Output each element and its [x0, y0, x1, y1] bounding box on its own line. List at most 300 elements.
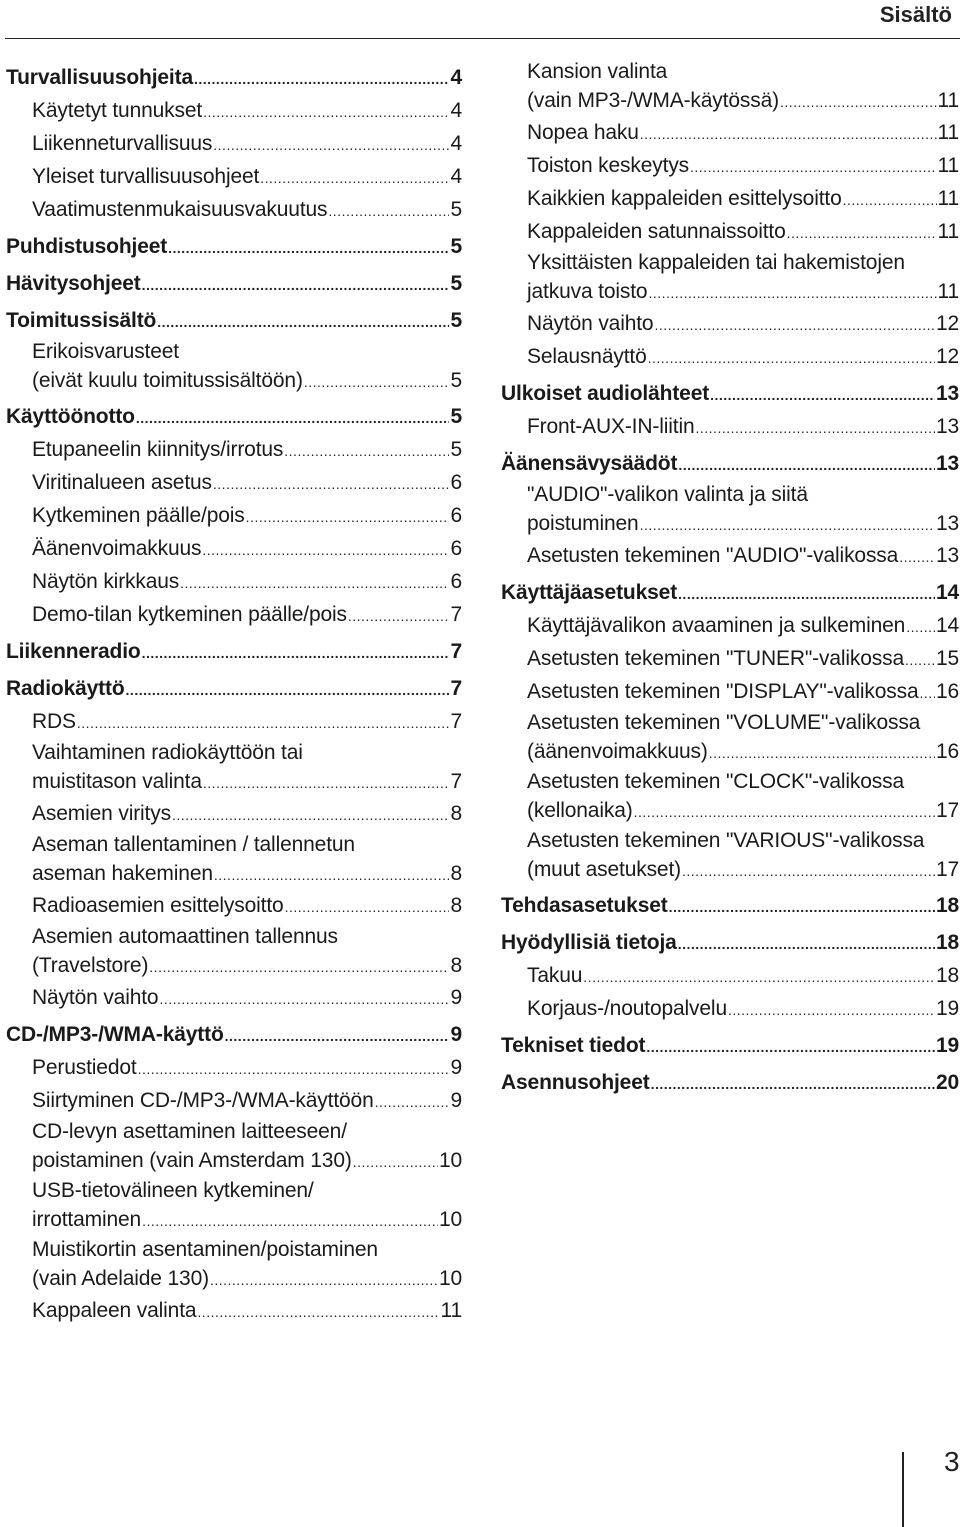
- toc-entry-title: (vain Adelaide 130): [32, 1267, 209, 1290]
- toc-entry-page: 5: [450, 309, 462, 332]
- toc-entry-title: Puhdistusohjeet: [6, 235, 168, 258]
- toc-entry[interactable]: [501, 1067, 959, 1100]
- toc-entry-page: 8: [450, 862, 462, 885]
- dot-leader: [260, 161, 449, 194]
- toc-section: [6, 305, 462, 338]
- toc-section: [6, 231, 462, 264]
- dot-leader: [203, 95, 449, 128]
- toc-entry-page: 18: [935, 931, 959, 954]
- dot-leader: [678, 448, 935, 481]
- dot-leader: [651, 1067, 935, 1100]
- toc-entry-page: 11: [440, 1299, 462, 1322]
- toc-subsection: [501, 768, 959, 827]
- toc-subsection: [6, 706, 462, 739]
- toc-entry[interactable]: [6, 1264, 462, 1295]
- dot-leader: [202, 533, 449, 566]
- dot-leader: [906, 610, 935, 643]
- toc-entry[interactable]: [501, 378, 959, 411]
- toc-entry-title: Perustiedot: [32, 1056, 137, 1079]
- toc-entry-title: Äänenvoimakkuus: [32, 537, 202, 560]
- dot-leader: [787, 216, 937, 249]
- toc-subsection: [6, 890, 462, 923]
- toc-entry-title: (Travelstore): [32, 954, 149, 977]
- toc-entry-title: Hävitysohjeet: [6, 272, 141, 295]
- dot-leader: [126, 673, 450, 706]
- toc-entry-page: 19: [935, 997, 959, 1020]
- toc-section: [6, 401, 462, 434]
- header-divider: [5, 38, 960, 39]
- toc-entry-title: aseman hakeminen: [32, 862, 213, 885]
- toc-entry[interactable]: [501, 960, 959, 993]
- toc-entry[interactable]: [6, 268, 462, 301]
- toc-subsection: [6, 194, 462, 227]
- toc-entry-title: (kellonaika): [527, 799, 633, 822]
- dot-leader: [682, 855, 935, 886]
- toc-entry-page: 5: [450, 235, 462, 258]
- page-header-title: Sisältö: [879, 2, 952, 27]
- toc-entry[interactable]: [501, 1030, 959, 1063]
- toc-entry-title: Ulkoiset audiolähteet: [501, 382, 710, 405]
- toc-entry-title: Siirtyminen CD-/MP3-/WMA-käyttöön: [32, 1089, 374, 1112]
- toc-entry-page: 6: [450, 570, 462, 593]
- dot-leader: [648, 277, 936, 308]
- dot-leader: [328, 194, 449, 227]
- toc-section: [501, 1067, 959, 1100]
- dot-leader: [214, 859, 450, 890]
- toc-entry-page: 5: [450, 438, 462, 461]
- toc-entry-title-line: Yksittäisten kappaleiden tai hakemistojen: [527, 251, 905, 274]
- toc-entry[interactable]: [501, 643, 959, 676]
- toc-entry-page: 5: [450, 369, 462, 392]
- toc-entry-page: 9: [450, 1089, 462, 1112]
- toc-subsection: [6, 1295, 462, 1328]
- dot-leader: [353, 1146, 438, 1177]
- toc-entry[interactable]: [6, 194, 462, 227]
- toc-entry[interactable]: [6, 366, 462, 397]
- toc-entry[interactable]: [6, 859, 462, 890]
- dot-leader: [640, 117, 937, 150]
- toc-entry-title: Yleiset turvallisuusohjeet: [32, 165, 260, 188]
- toc-entry-title: Käyttäjäasetukset: [501, 581, 678, 604]
- toc-entry-title: Demo-tilan kytkeminen päälle/pois: [32, 603, 347, 626]
- toc-entry[interactable]: [6, 798, 462, 831]
- toc-subsection: [501, 481, 959, 540]
- toc-entry-page: 8: [450, 894, 462, 917]
- dot-leader: [77, 706, 450, 739]
- toc-subsection: [6, 128, 462, 161]
- toc-section: [501, 1030, 959, 1063]
- toc-entry-title: Käyttäjävalikon avaaminen ja sulkeminen: [527, 614, 906, 637]
- toc-entry-title: (äänenvoimakkuus): [527, 740, 708, 763]
- toc-entry-title: Liikenneradio: [6, 640, 141, 663]
- toc-left-column: [6, 58, 462, 1328]
- toc-subsection: [6, 982, 462, 1015]
- toc-entry[interactable]: [501, 610, 959, 643]
- toc-entry-title: Vaatimustenmukaisuusvakuutus: [32, 198, 328, 221]
- toc-entry-title: jatkuva toisto: [527, 280, 648, 303]
- toc-entry-page: 5: [450, 405, 462, 428]
- toc-entry-title-line: Asemien automaattinen tallennus: [32, 925, 338, 948]
- toc-entry-page: 18: [935, 894, 959, 917]
- dot-leader: [203, 767, 450, 798]
- toc-entry-title: Näytön vaihto: [32, 986, 159, 1009]
- toc-entry[interactable]: [6, 673, 462, 706]
- page-number: 3: [944, 1446, 960, 1477]
- toc-entry-page: 17: [935, 858, 959, 881]
- toc-subsection: [6, 798, 462, 831]
- toc-entry[interactable]: [6, 1052, 462, 1085]
- dot-leader: [172, 798, 450, 831]
- dot-leader: [180, 566, 449, 599]
- dot-leader: [709, 737, 935, 768]
- toc-entry-page: 16: [935, 680, 959, 703]
- toc-entry-title-line: Vaihtaminen radiokäyttöön tai: [32, 741, 303, 764]
- toc-entry-page: 18: [935, 964, 959, 987]
- toc-subsection: [501, 960, 959, 993]
- toc-subsection: [501, 643, 959, 676]
- toc-entry[interactable]: [501, 216, 959, 249]
- toc-entry[interactable]: [6, 305, 462, 338]
- toc-entry-title: (eivät kuulu toimitussisältöön): [32, 369, 303, 392]
- toc-entry-title: Kappaleen valinta: [32, 1299, 197, 1322]
- toc-entry[interactable]: [501, 796, 959, 827]
- toc-entry-title: Radiokäyttö: [6, 677, 125, 700]
- toc-entry-title: Turvallisuusohjeita: [6, 66, 193, 89]
- dot-leader: [197, 1295, 439, 1328]
- dot-leader: [348, 599, 450, 632]
- toc-entry-page: 6: [450, 504, 462, 527]
- toc-subsection: [6, 1177, 462, 1236]
- toc-subsection: [6, 831, 462, 890]
- dot-leader: [920, 676, 935, 709]
- toc-subsection: [501, 993, 959, 1026]
- toc-section: [6, 673, 462, 706]
- toc-entry-title: Asemien viritys: [32, 802, 171, 825]
- toc-entry-page: 8: [450, 954, 462, 977]
- toc-entry[interactable]: [501, 117, 959, 150]
- toc-entry-title: Toiston keskeytys: [527, 154, 690, 177]
- dot-leader: [142, 268, 450, 301]
- toc-entry-title: Front-AUX-IN-liitin: [527, 415, 695, 438]
- toc-entry-title-line: Asetusten tekeminen "VOLUME"-valikossa: [527, 711, 921, 734]
- toc-entry-page: 11: [937, 121, 959, 144]
- toc-entry-page: 7: [450, 677, 462, 700]
- toc-subsection: [501, 411, 959, 444]
- toc-entry-page: 13: [935, 415, 959, 438]
- toc-entry[interactable]: [501, 150, 959, 183]
- toc-entry-page: 13: [935, 452, 959, 475]
- toc-entry[interactable]: [501, 448, 959, 481]
- dot-leader: [640, 509, 935, 540]
- dot-leader: [157, 305, 449, 338]
- toc-entry[interactable]: [6, 533, 462, 566]
- dot-leader: [899, 540, 935, 573]
- toc-section: [501, 378, 959, 411]
- toc-entry[interactable]: [6, 1146, 462, 1177]
- toc-entry[interactable]: [501, 993, 959, 1026]
- toc-entry-page: 20: [935, 1071, 959, 1094]
- toc-entry-page: 9: [450, 1056, 462, 1079]
- dot-leader: [728, 993, 935, 1026]
- dot-leader: [138, 1052, 450, 1085]
- toc-entry-page: 15: [935, 647, 959, 670]
- toc-entry-page: 17: [935, 799, 959, 822]
- toc-entry-page: 13: [935, 544, 959, 567]
- dot-leader: [646, 1030, 935, 1063]
- dot-leader: [159, 982, 449, 1015]
- toc-subsection: [501, 58, 959, 117]
- toc-entry-title: Tehdasasetukset: [501, 894, 668, 917]
- toc-entry-title-line: USB-tietovälineen kytkeminen/: [32, 1179, 314, 1202]
- page-number-divider: [902, 1452, 904, 1527]
- toc-section: [501, 448, 959, 481]
- toc-entry-title: Korjaus-/noutopalvelu: [527, 997, 727, 1020]
- toc-section: [501, 577, 959, 610]
- toc-entry-title: Kaikkien kappaleiden esittelysoitto: [527, 187, 842, 210]
- dot-leader: [194, 62, 449, 95]
- toc-entry-page: 12: [935, 345, 959, 368]
- toc-entry-page: 12: [935, 312, 959, 335]
- toc-entry-title: irrottaminen: [32, 1208, 142, 1231]
- toc-entry[interactable]: [501, 308, 959, 341]
- toc-entry-title: poistuminen: [527, 512, 639, 535]
- toc-section: [6, 268, 462, 301]
- toc-subsection: [6, 467, 462, 500]
- toc-entry-page: 4: [450, 99, 462, 122]
- toc-subsection: [501, 610, 959, 643]
- toc-entry[interactable]: [6, 599, 462, 632]
- toc-entry-title-line: Aseman tallentaminen / tallennetun: [32, 833, 355, 856]
- toc-subsection: [6, 739, 462, 798]
- toc-subsection: [6, 1085, 462, 1118]
- toc-entry-page: 4: [450, 66, 462, 89]
- toc-entry-title: CD-/MP3-/WMA-käyttö: [6, 1023, 224, 1046]
- toc-entry-page: 4: [450, 165, 462, 188]
- toc-entry-page: 7: [450, 710, 462, 733]
- dot-leader: [246, 500, 450, 533]
- toc-entry-page: 5: [450, 198, 462, 221]
- toc-entry-page: 13: [935, 382, 959, 405]
- toc-subsection: [501, 249, 959, 308]
- toc-subsection: [501, 341, 959, 374]
- toc-entry[interactable]: [6, 1205, 462, 1236]
- toc-entry-title-line: Asetusten tekeminen "CLOCK"-valikossa: [527, 770, 905, 793]
- toc-entry[interactable]: [501, 676, 959, 709]
- dot-leader: [696, 411, 935, 444]
- toc-entry[interactable]: [6, 890, 462, 923]
- dot-leader: [690, 150, 936, 183]
- toc-entry[interactable]: [501, 540, 959, 573]
- toc-section: [501, 890, 959, 923]
- toc-entry-title: (vain MP3-/WMA-käytössä): [527, 89, 779, 112]
- toc-entry-page: 4: [450, 132, 462, 155]
- dot-leader: [284, 434, 449, 467]
- toc-subsection: [501, 540, 959, 573]
- toc-entry[interactable]: [6, 566, 462, 599]
- dot-leader: [213, 467, 450, 500]
- dot-leader: [843, 183, 937, 216]
- toc-entry[interactable]: [501, 890, 959, 923]
- toc-entry-page: 6: [450, 471, 462, 494]
- dot-leader: [304, 366, 450, 397]
- toc-entry-title: Radioasemien esittelysoitto: [32, 894, 284, 917]
- toc-entry-page: 13: [935, 512, 959, 535]
- toc-section: [501, 927, 959, 960]
- toc-entry-page: 11: [937, 187, 959, 210]
- dot-leader: [149, 951, 449, 982]
- toc-subsection: [6, 533, 462, 566]
- toc-entry-title-line: Asetusten tekeminen "VARIOUS"-valikossa: [527, 829, 925, 852]
- dot-leader: [634, 796, 935, 827]
- dot-leader: [654, 308, 934, 341]
- toc-subsection: [6, 161, 462, 194]
- toc-entry-title: poistaminen (vain Amsterdam 130): [32, 1149, 352, 1172]
- dot-leader: [678, 927, 935, 960]
- toc-entry-title-line: CD-levyn asettaminen laitteeseen/: [32, 1120, 347, 1143]
- toc-entry-page: 11: [937, 154, 959, 177]
- toc-subsection: [6, 338, 462, 397]
- toc-subsection: [6, 1052, 462, 1085]
- toc-entry-page: 10: [438, 1267, 462, 1290]
- toc-entry-title: Etupaneelin kiinnitys/irrotus: [32, 438, 284, 461]
- toc-entry-title-line: Erikoisvarusteet: [32, 340, 179, 363]
- toc-entry-page: 19: [935, 1034, 959, 1057]
- toc-subsection: [501, 827, 959, 886]
- dot-leader: [669, 890, 935, 923]
- dot-leader: [648, 341, 935, 374]
- toc-entry-page: 7: [450, 770, 462, 793]
- toc-entry-page: 14: [935, 581, 959, 604]
- toc-entry-page: 6: [450, 537, 462, 560]
- toc-subsection: [501, 183, 959, 216]
- toc-entry-page: 16: [935, 740, 959, 763]
- toc-entry[interactable]: [6, 951, 462, 982]
- toc-entry[interactable]: [501, 183, 959, 216]
- toc-entry-title: Takuu: [527, 964, 583, 987]
- toc-subsection: [6, 923, 462, 982]
- toc-entry-page: 8: [450, 802, 462, 825]
- toc-entry-title: muistitason valinta: [32, 770, 202, 793]
- dot-leader: [168, 231, 449, 264]
- dot-leader: [780, 86, 937, 117]
- toc-entry[interactable]: [6, 982, 462, 1015]
- toc-entry-title: Asetusten tekeminen "AUDIO"-valikossa: [527, 544, 899, 567]
- toc-entry-page: 7: [450, 640, 462, 663]
- toc-entry-title: Nopea haku: [527, 121, 639, 144]
- toc-entry[interactable]: [501, 86, 959, 117]
- dot-leader: [142, 636, 450, 669]
- toc-entry-page: 14: [935, 614, 959, 637]
- toc-entry[interactable]: [501, 577, 959, 610]
- toc-entry-title: Käytetyt tunnukset: [32, 99, 203, 122]
- toc-entry-title: Kappaleiden satunnaissoitto: [527, 220, 786, 243]
- dot-leader: [225, 1019, 450, 1052]
- toc-subsection: [6, 500, 462, 533]
- toc-subsection: [6, 599, 462, 632]
- toc-entry-title: Tekniset tiedot: [501, 1034, 646, 1057]
- toc-entry[interactable]: [6, 500, 462, 533]
- dot-leader: [136, 401, 450, 434]
- toc-entry[interactable]: [501, 855, 959, 886]
- toc-entry-title: Näytön kirkkaus: [32, 570, 180, 593]
- toc-entry-page: 7: [450, 603, 462, 626]
- toc-section: [6, 62, 462, 95]
- dot-leader: [710, 378, 935, 411]
- toc-subsection: [501, 150, 959, 183]
- toc-section: [6, 636, 462, 669]
- toc-entry-title: Selausnäyttö: [527, 345, 647, 368]
- toc-subsection: [501, 216, 959, 249]
- toc-entry-page: 9: [450, 986, 462, 1009]
- toc-entry-page: 10: [438, 1208, 462, 1231]
- toc-entry[interactable]: [501, 411, 959, 444]
- toc-entry-title: Asetusten tekeminen "DISPLAY"-valikossa: [527, 680, 919, 703]
- toc-entry[interactable]: [6, 231, 462, 264]
- toc-entry-title: Näytön vaihto: [527, 312, 654, 335]
- toc-entry[interactable]: [6, 401, 462, 434]
- toc-entry-title: (muut asetukset): [527, 858, 681, 881]
- toc-entry[interactable]: [6, 128, 462, 161]
- toc-right-column: [501, 58, 959, 1100]
- toc-entry-title: Toimitussisältö: [6, 309, 157, 332]
- toc-subsection: [501, 709, 959, 768]
- dot-leader: [210, 1264, 438, 1295]
- toc-entry-title: Liikenneturvallisuus: [32, 132, 213, 155]
- dot-leader: [285, 890, 450, 923]
- toc-entry[interactable]: [6, 767, 462, 798]
- dot-leader: [905, 643, 935, 676]
- toc-entry-page: 10: [438, 1149, 462, 1172]
- toc-entry[interactable]: [6, 1295, 462, 1328]
- toc-entry[interactable]: [501, 927, 959, 960]
- toc-subsection: [501, 676, 959, 709]
- toc-subsection: [6, 1236, 462, 1295]
- toc-entry-page: 11: [937, 89, 959, 112]
- toc-entry-title: Äänensävysäädöt: [501, 452, 678, 475]
- toc-entry[interactable]: [501, 341, 959, 374]
- toc-subsection: [6, 1118, 462, 1177]
- toc-subsection: [6, 95, 462, 128]
- toc-entry-page: 9: [450, 1023, 462, 1046]
- toc-subsection: [6, 434, 462, 467]
- toc-entry[interactable]: [501, 277, 959, 308]
- toc-entry[interactable]: [501, 737, 959, 768]
- dot-leader: [213, 128, 449, 161]
- toc-entry[interactable]: [6, 467, 462, 500]
- toc-entry[interactable]: [6, 1019, 462, 1052]
- toc-entry[interactable]: [501, 509, 959, 540]
- toc-entry[interactable]: [6, 434, 462, 467]
- toc-entry[interactable]: [6, 636, 462, 669]
- toc-entry[interactable]: [6, 161, 462, 194]
- toc-entry-page: 5: [450, 272, 462, 295]
- dot-leader: [375, 1085, 450, 1118]
- toc-entry[interactable]: [6, 95, 462, 128]
- toc-entry-title: Viritinalueen asetus: [32, 471, 212, 494]
- toc-entry[interactable]: [6, 706, 462, 739]
- toc-entry-page: 11: [937, 220, 959, 243]
- toc-entry-title: Asetusten tekeminen "TUNER"-valikossa: [527, 647, 905, 670]
- toc-entry-title: Käyttöönotto: [6, 405, 135, 428]
- toc-entry[interactable]: [6, 62, 462, 95]
- toc-subsection: [501, 117, 959, 150]
- toc-entry-title: Asennusohjeet: [501, 1071, 650, 1094]
- toc-entry-title-line: Kansion valinta: [527, 60, 668, 83]
- toc-entry[interactable]: [6, 1085, 462, 1118]
- toc-entry-title-line: "AUDIO"-valikon valinta ja siitä: [527, 483, 808, 506]
- toc-section: [6, 1019, 462, 1052]
- toc-entry-page: 11: [937, 280, 959, 303]
